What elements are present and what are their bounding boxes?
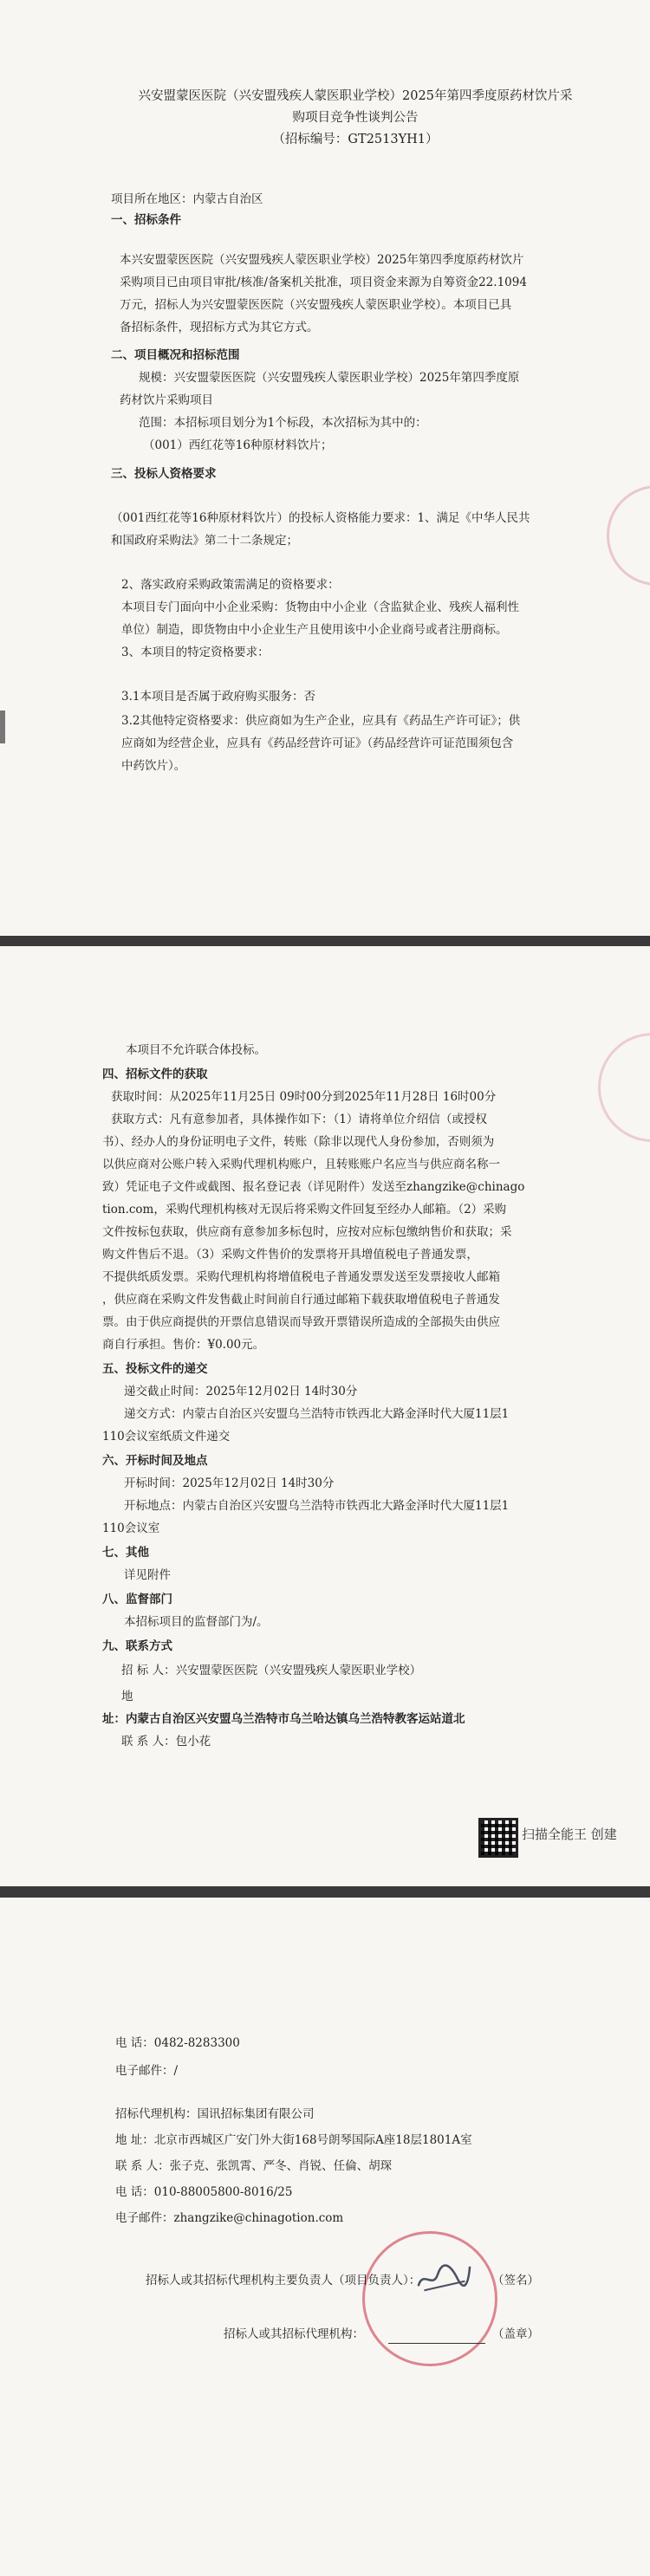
section-4-text: 不提供纸质发票。采购代理机构将增值税电子普通发票发送至发票接收人邮箱 xyxy=(102,1270,500,1284)
section-3-text: 单位）制造，即货物由中小企业生产且使用该中小企业商号或者注册商标。 xyxy=(121,623,508,637)
section-heading-6: 六、开标时间及地点 xyxy=(102,1454,208,1468)
contact-tenderer: 招 标 人：兴安盟蒙医医院（兴安盟残疾人蒙医职业学校） xyxy=(121,1664,422,1677)
section-3-text: 3.1本项目是否属于政府购买服务：否 xyxy=(121,690,315,704)
agency-telephone: 电 话：010-88005800-8016/25 xyxy=(115,2185,293,2199)
section-4-text: 票。由于供应商提供的开票信息错误而导致开票错误所造成的全部损失由供应 xyxy=(102,1315,500,1329)
section-4-text: tion.com，采购代理机构核对无误后将采购文件回复至经办人邮箱。（2）采购 xyxy=(102,1203,507,1217)
section-heading-4: 四、招标文件的获取 xyxy=(102,1067,208,1081)
section-heading-3: 三、投标人资格要求 xyxy=(111,467,217,481)
section-1-text: 万元，招标人为兴安盟蒙医医院（兴安盟残疾人蒙医职业学校）。本项目已具 xyxy=(120,298,512,312)
agency-name: 招标代理机构：国讯招标集团有限公司 xyxy=(115,2107,315,2121)
section-3-text: 3、本项目的特定资格要求： xyxy=(121,646,270,659)
contact-address-label: 地 xyxy=(121,1690,133,1703)
section-8-text: 本招标项目的监督部门为/。 xyxy=(124,1615,269,1629)
document-page-2 xyxy=(0,946,650,1886)
scanner-brand: 扫描全能王 创建 xyxy=(522,1827,617,1842)
section-heading-5: 五、投标文件的递交 xyxy=(102,1362,208,1376)
section-4-text: 购文件售后不退。（3）采购文件售价的发票将开具增值税电子普通发票， xyxy=(102,1248,478,1262)
agency-contacts: 联 系 人：张子克、张凯霄、严冬、肖锐、任倫、胡琛 xyxy=(115,2159,393,2173)
section-4-text: 以供应商对公账户转入采购代理机构账户，且转账账户名应当与供应商名称一 xyxy=(102,1158,500,1171)
section-heading-2: 二、项目概况和招标范围 xyxy=(111,348,240,362)
signature-tag: （签名） xyxy=(492,2274,539,2287)
section-heading-7: 七、其他 xyxy=(102,1546,149,1560)
signature-line-label: 招标人或其招标代理机构主要负责人（项目负责人）： xyxy=(146,2274,421,2287)
section-5-text: 递交方式：内蒙古自治区兴安盟乌兰浩特市铁西北大路金泽时代大厦11层1 xyxy=(124,1407,510,1421)
consortium-note: 本项目不允许联合体投标。 xyxy=(126,1043,266,1057)
agency-address: 地 址：北京市西城区广安门外大街168号朗琴国际A座18层1801A室 xyxy=(115,2133,472,2147)
bid-number: （招标编号：GT2513YH1） xyxy=(272,133,439,146)
contact-person: 联 系 人：包小花 xyxy=(121,1735,211,1749)
section-6-text: 开标地点：内蒙古自治区兴安盟乌兰浩特市铁西北大路金泽时代大厦11层1 xyxy=(124,1499,510,1513)
section-4-text: 商自行承担。售价：¥0.00元。 xyxy=(102,1338,265,1352)
page-title-line2: 购项目竞争性谈判公告 xyxy=(292,111,419,125)
section-3-text: 和国政府采购法》第二十二条规定； xyxy=(111,534,298,548)
section-6-text: 开标时间：2025年12月02日 14时30分 xyxy=(124,1476,335,1490)
section-4-text: 获取方式：凡有意参加者，具体操作如下：（1）请将单位介绍信（或授权 xyxy=(111,1113,487,1126)
section-5-text: 递交截止时间：2025年12月02日 14时30分 xyxy=(124,1385,358,1398)
section-2-text: 范围：本招标项目划分为1个标段，本次招标为其中的： xyxy=(139,416,427,430)
section-4-text: 获取时间：从2025年11月25日 09时00分到2025年11月28日 16时00分 xyxy=(111,1090,497,1104)
document-page-3 xyxy=(0,1898,650,2576)
section-1-text: 采购项目已由项目审批/核准/备案机关批准，项目资金来源为自筹资金22.1094 xyxy=(120,276,527,289)
seal-stamp-partial xyxy=(607,485,650,586)
project-location: 项目所在地区：内蒙古自治区 xyxy=(111,192,263,206)
section-2-text: 规模：兴安盟蒙医医院（兴安盟残疾人蒙医职业学校）2025年第四季度原 xyxy=(139,371,520,385)
section-3-text: 应商如为经营企业，应具有《药品经营许可证》（药品经营许可证范围须包含 xyxy=(121,736,514,750)
stamp-tag: （盖章） xyxy=(492,2327,539,2341)
section-7-text: 详见附件 xyxy=(124,1568,171,1582)
tenderer-email: 电子邮件：/ xyxy=(115,2064,179,2078)
section-4-text: 书）、经办人的身份证明电子文件，转账（除非以现代人身份参加，否则须为 xyxy=(102,1135,495,1149)
page-title-line1: 兴安盟蒙医医院（兴安盟残疾人蒙医职业学校）2025年第四季度原药材饮片采 xyxy=(138,89,573,103)
document-page-1 xyxy=(0,0,650,936)
section-1-text: 备招标条件，现招标方式为其它方式。 xyxy=(120,321,319,334)
contact-address: 址：内蒙古自治区兴安盟乌兰浩特市乌兰哈达镇乌兰浩特教客运站道北 xyxy=(102,1712,465,1726)
section-2-text: 药材饮片采购项目 xyxy=(120,393,213,407)
section-3-text: 3.2其他特定资格要求：供应商如为生产企业，应具有《药品生产许可证》；供 xyxy=(121,714,521,728)
section-2-text: （001）西红花等16种原材料饮片； xyxy=(143,438,333,452)
section-4-text: 文件按标包获取，供应商有意参加多标包时，应按对应标包缴纳售价和获取；采 xyxy=(102,1225,512,1239)
agency-email: 电子邮件：zhangzike@chinagotion.com xyxy=(115,2211,344,2225)
section-1-text: 本兴安盟蒙医医院（兴安盟残疾人蒙医职业学校）2025年第四季度原药材饮片 xyxy=(120,253,524,267)
section-4-text: ，供应商在采购文件发售截止时间前自行通过邮箱下载获取增值税电子普通发 xyxy=(102,1293,500,1307)
section-heading-1: 一、招标条件 xyxy=(111,213,181,227)
stamp-underline xyxy=(388,2343,485,2344)
section-3-text: 本项目专门面向中小企业采购：货物由中小企业（含监狱企业、残疾人福利性 xyxy=(121,600,519,614)
seal-stamp-partial xyxy=(598,1033,650,1142)
tenderer-telephone: 电 话：0482-8283300 xyxy=(115,2036,240,2050)
section-heading-8: 八、监督部门 xyxy=(102,1593,172,1606)
section-3-text: （001西红花等16种原材料饮片）的投标人资格能力要求：1、满足《中华人民共 xyxy=(111,511,530,525)
qr-code-icon xyxy=(478,1818,518,1858)
section-3-text: 中药饮片）。 xyxy=(121,759,186,773)
section-heading-9: 九、联系方式 xyxy=(102,1639,172,1653)
section-6-text: 110会议室 xyxy=(102,1522,160,1535)
section-5-text: 110会议室纸质文件递交 xyxy=(102,1430,231,1444)
section-4-text: 致）凭证电子文件或截图、报名登记表（详见附件）发送至zhangzike@chinago xyxy=(102,1180,525,1194)
stamp-line-label: 招标人或其招标代理机构： xyxy=(224,2327,364,2341)
page-edge-mark xyxy=(0,711,5,743)
section-3-text: 2、落实政府采购政策需满足的资格要求： xyxy=(121,578,340,592)
